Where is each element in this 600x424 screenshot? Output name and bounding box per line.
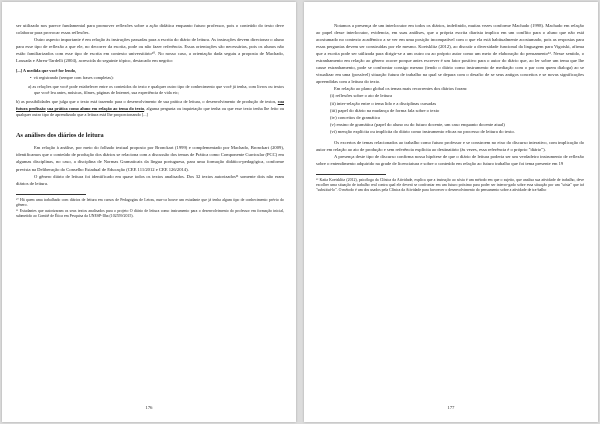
quote-item: a) as relações que você pode estabelecer entre os conteúdos do texto e qualquer outro tipo de conhecimento que você já tenha, com livros ou textos que você leu antes, músicas, filmes, páginas de Internet, sua experiência de vida etc; — [28, 83, 284, 96]
list-item: (vi) menção explícita ou implícita do diário como instrumento eficaz no processo de leitura do texto. — [330, 128, 515, 134]
paragraph: O gênero diário de leitura foi identificado em quase todos os textos analisados. Dos 32 textos autorizados¹¹ somente dois não eram diários de leitura. — [16, 173, 284, 186]
list-item: (v) ensino de gramática (papel do aluno ou do futuro docente, um caso enquanto docente atual) — [330, 121, 505, 127]
right-page — [304, 2, 598, 422]
list-item: (ii) inter-relação entre o tema lido e a disciplinas cursadas — [330, 100, 437, 106]
paragraph: Notamos a presença de um interlocutor em todos os diários, indefinido, muitas vezes conforme Machado (1998). Machado em relação ao papel desse interlocutor, evidencia, em suas análises, que a própria escrita diarista implica em um conflito para o aluno que não está acostumado no contexto acadêmico a se ver em uma posição incompatível com o que ela está habitualmente acostumado, pois as respostas para essas perguntas devem ser construídas por ele mesmo. Koetsklitz (2012), ao discutir a diversidade funcional da linguagem para Vigotski, afirma que a escrita pode ser utilizada para dirigir-se a um outro ou ao próprio autor como um meio de elaboração do pensamento¹². Nesse sentido, o estranhamento em relação ao gênero ocorre porque antes escrever é um fator positivo para o autor do diário que, ao ler sobre um tema que lhe cause estranhamento, pode se confrontar consigo mesmo (tendo o diário como instrumento de mediação com o par com quem dialoga) ao se visualizar em uma (possível) situação futura de trabalho na qual se depara com o desafio de se seus antigos conceitos e se novas significações apreendidas com a leitura do texto. — [316, 23, 584, 85]
footnote-rule — [16, 194, 86, 195]
footnote: ¹¹ Estudantes que autorizaram os seus textos analisados para o projeto O diário de leitura como instrumento para o desenvolvimento do professor em formação inicial, submetido ao Comitê de Ética em Pesquisa da UNESP-Ilha (102559/2015). — [16, 208, 284, 218]
paragraph: Em relação ao plano global os temas mais recorrentes dos diários foram: — [334, 86, 468, 92]
page-number: 177 — [447, 405, 455, 410]
quote-lead: [...] A medida que você for lendo, — [16, 68, 77, 74]
footnote: ¹² Katia Koetsklitz (2012), psicóloga da Clínica da Atividade, explica que a instrução ao sósia é um método em que o sujeito, que analisa sua atividade de trabalho, deve escolher uma situação de trabalho real contra qual ele deverá se confrontar em um futuro próximo para poder ser interro-gado sobre essa situação por um "sósia" que irá "substituí-lo". O método é um dos usados pela Clínica da Atividade para favorecer o desenvolvimento do pensamento sobre a atividade de tra-balho — [316, 177, 584, 192]
section-heading: As análises dos diários de leitura — [16, 132, 104, 140]
page-number: 176 — [145, 405, 153, 410]
footnote-rule — [316, 174, 386, 175]
list-item: (iv) conceitos de gramática — [330, 114, 380, 120]
list-item: (iii) papel do diário na mudança de forma fala sobre o texto — [330, 107, 440, 113]
list-item: (i) reflexões sobre o ato de leitura — [330, 93, 392, 99]
quote-emphasis: sua futura profissão — [16, 99, 284, 111]
quote-text: , alguma pergunta ou inquietação que tenha ou que esse texto tenha lhe feito ou qualquer outro tipo de aprendizado que a leitura está lhe proporcionando [...] — [16, 105, 285, 118]
paragraph: ser utilizado nos parece fundamental para promover reflexões sobre a ação didática enquanto futuro professor, pois o conteúdo do texto deve colaborar para provocar essas reflexões. — [16, 23, 284, 36]
quote-text: vá registrando (sempre com frases completas): — [33, 74, 114, 80]
footnote: ¹⁰ Há quem uma trabalhado com diários de leitura em cursos de Pedagogias de Letras, nun-ca houve um estudante que já tenha algum tipo de conhecimento prévio do gênero. — [16, 197, 284, 207]
quote-item — [16, 99, 284, 118]
quote-text: b) as possibilidades que julga que o texto está trazendo para o desenvolvimento de sua prática de leitura, o desenvolvimento de produção de textos, — [16, 99, 278, 105]
quote-emphasis: sua prática como aluno em relação ao tema do texto — [47, 105, 145, 111]
left-page — [2, 2, 296, 422]
paragraph: Em relação à análise, por meio do folhado textual proposto por Bronckart (1999) e complementado por Machado, Bronckart (2009), identificamos que o conteúdo de produção dos diários se relaciona com a discussão dos temas de Prática como Componente Curricular (PCC) em algumas disciplinas, no caso, a disciplina de Normas Gramaticais da língua portuguesa, para uma formação didático-pedagógica, conforme prevista na Deliberação do Conselho Estadual de Educação (CEE 111/2012 e CEE 126/2014). — [16, 145, 284, 172]
quote-line: • vá registrando (sempre com frases completas): — [30, 74, 114, 80]
paragraph: A presença deste tipo de discurso confirma nossa hipótese de que o diário de leitura poderia ser um verdadeiro instrumento de reflexão sobre o entendimento adquirido na grade de licenciatura e sobre o conteúdo em relação ao futuro trabalho que foi tema presente em 19 — [316, 153, 584, 166]
paragraph: Outro aspecto importante é em relação às instruções passadas para a escrita do diário de leitura. As instruções devem direcionar o aluno para esse tipo de reflexão a que ele, no decorrer da escrita, pode ou não fazer referência. Essas orientações são necessárias, pois os alunos não estão familiarizados com esse tipo de escrita em contexto universitário¹⁰. No nosso caso, a orientação dada seguiu a proposta de Machado, Lousada e Abreu-Tardelli (2004), acrescida do seguinte tópico, destacado em negrito: — [16, 37, 284, 64]
paragraph: Os excertos de temas relacionados ao trabalho como futuro professor e se constroem no eixo do discurso interativo, com implicação do autor em relação ao ato de produção e sem referência explícita ao destinatário (às vezes, essa referência é o próprio "diário"). — [316, 139, 584, 152]
